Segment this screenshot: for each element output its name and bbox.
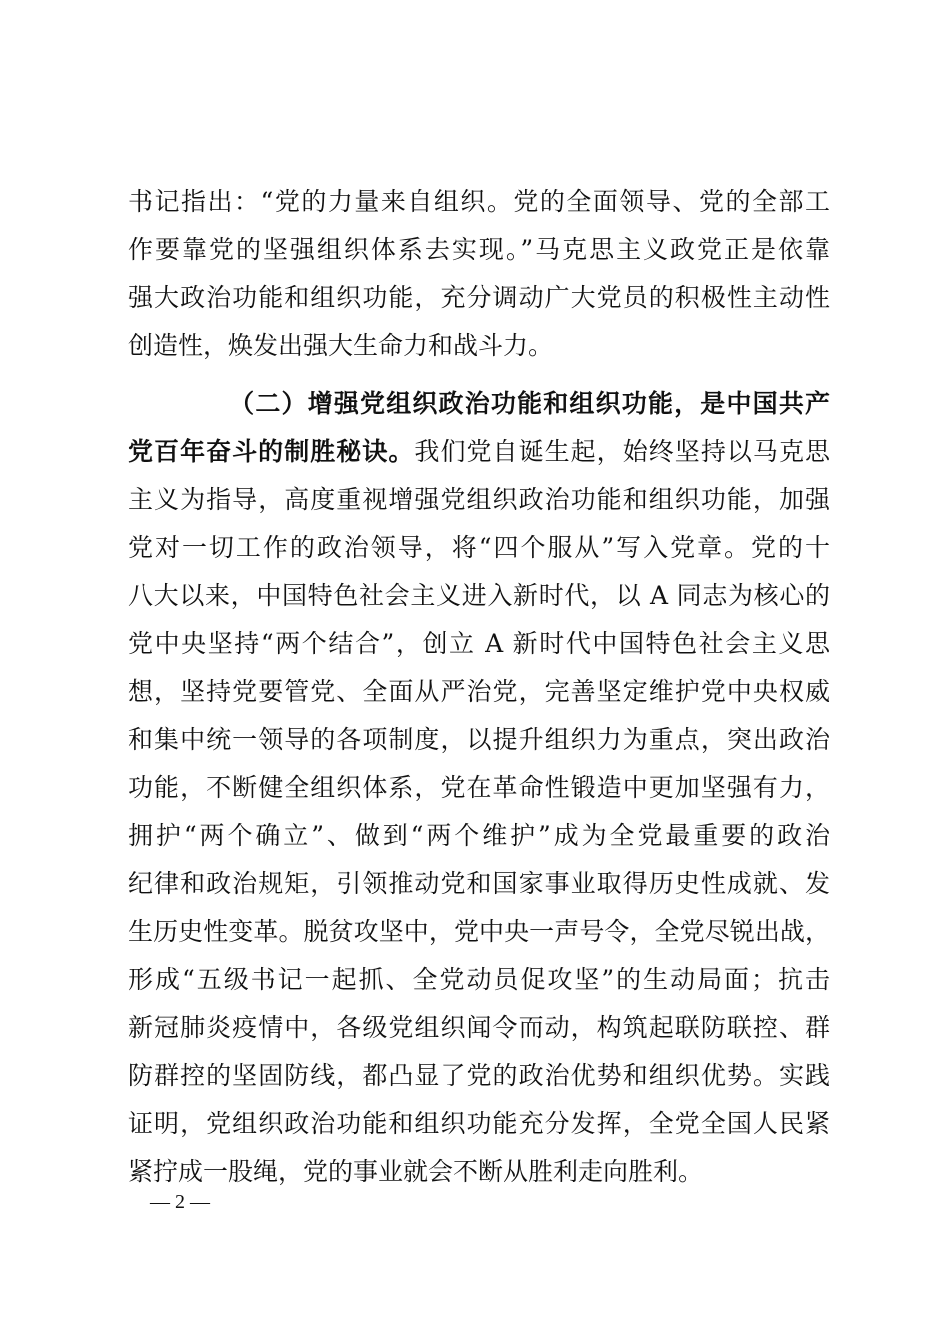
- paragraph1-line-3: 强大政治功能和组织功能，充分调动广大党员的积极性主动性: [128, 283, 830, 312]
- paragraph1-line-4: 创造性，焕发出强大生命力和战斗力。: [128, 331, 554, 360]
- paragraph2-line-17: 紧拧成一股绳，党的事业就会不断从胜利走向胜利。: [128, 1157, 704, 1186]
- paragraph2-line-14: 新冠肺炎疫情中，各级党组织闻令而动，构筑起联防联控、群: [128, 1013, 830, 1042]
- paragraph2-line-2: [128, 428, 830, 476]
- paragraph2-line-5: 八大以来，中国特色社会主义进入新时代，以 A 同志为核心的: [128, 581, 830, 610]
- paragraph2-line-7: 想，坚持党要管党、全面从严治党，完善坚定维护党中央权威: [128, 677, 830, 706]
- paragraph2-line-1: [128, 380, 830, 428]
- body-text: [128, 178, 830, 1196]
- paragraph2-line-16: 证明，党组织政治功能和组织功能充分发挥，全党全国人民紧: [128, 1109, 830, 1138]
- paragraph2-line-8: 和集中统一领导的各项制度，以提升组织力为重点，突出政治: [128, 725, 830, 754]
- paragraph2-line-15: 防群控的坚固防线，都凸显了党的政治优势和组织优势。实践: [128, 1061, 830, 1090]
- paragraph2-line-10: 拥护“两个确立”、做到“两个维护”成为全党最重要的政治: [128, 821, 830, 850]
- paragraph2-line-12: 生历史性变革。脱贫攻坚中，党中央一声号令，全党尽锐出战，: [128, 917, 830, 946]
- paragraph2-line-13: 形成“五级书记一起抓、全党动员促攻坚”的生动局面；抗击: [128, 965, 830, 994]
- paragraph1-line-1: 书记指出：“党的力量来自组织。党的全面领导、党的全部工: [128, 187, 830, 216]
- section-heading-part2: 党百年奋斗的制胜秘诀。: [128, 437, 415, 466]
- paragraph1-line-2: 作要靠党的坚强组织体系去实现。”马克思主义政党正是依靠: [128, 235, 830, 264]
- paragraph2-line-6: 党中央坚持“两个结合”，创立 A 新时代中国特色社会主义思: [128, 629, 830, 658]
- section-heading-part1: （二）增强党组织政治功能和组织功能，是中国共产: [228, 389, 830, 418]
- page-number: — 2 —: [150, 1191, 210, 1213]
- paragraph2-line-2-text: 我们党自诞生起，始终坚持以马克思: [414, 437, 830, 466]
- paragraph2-line-9: 功能，不断健全组织体系，党在革命性锻造中更加坚强有力，: [128, 773, 830, 802]
- paragraph2-line-3: 主义为指导，高度重视增强党组织政治功能和组织功能，加强: [128, 485, 830, 514]
- paragraph2-line-4: 党对一切工作的政治领导，将“四个服从”写入党章。党的十: [128, 533, 830, 562]
- paragraph2-line-11: 纪律和政治规矩，引领推动党和国家事业取得历史性成就、发: [128, 869, 830, 898]
